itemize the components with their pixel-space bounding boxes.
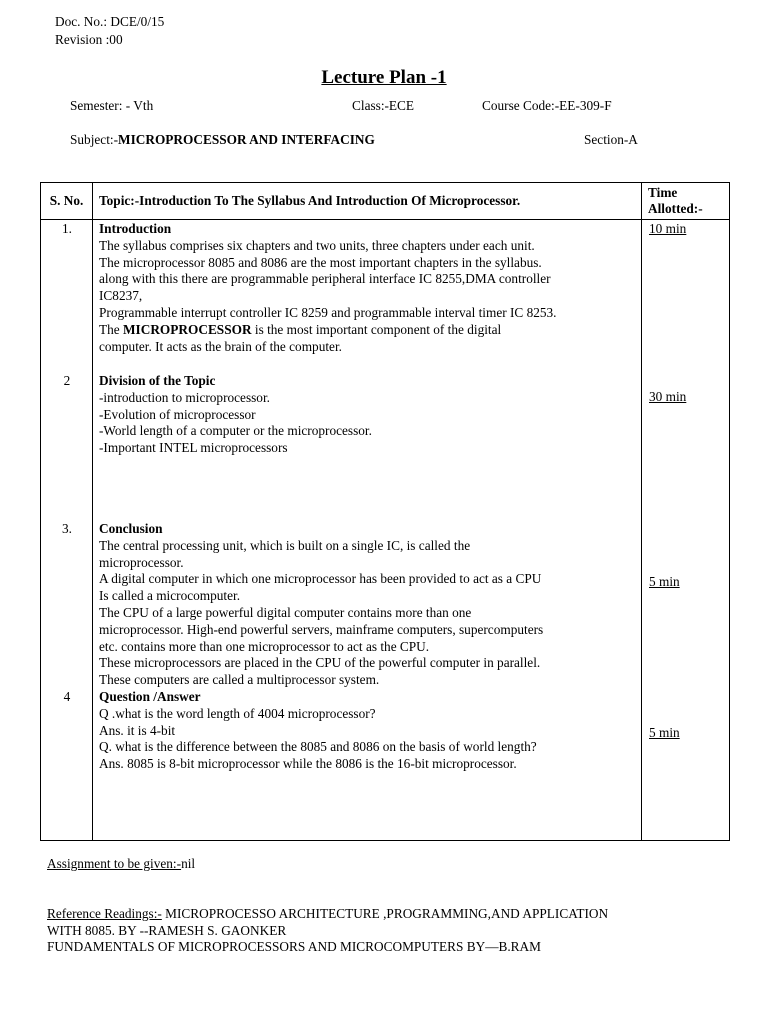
topic-line: Ans. 8085 is 8-bit microprocessor while the 8086 is the 16-bit microprocessor. bbox=[99, 756, 517, 772]
lecture-plan-table bbox=[40, 182, 730, 841]
reference-readings bbox=[47, 906, 608, 956]
topic-line: microprocessor. High-end powerful servers, mainframe computers, supercomputers bbox=[99, 621, 544, 637]
topic-line: -Evolution of microprocessor bbox=[99, 406, 256, 422]
page-title bbox=[0, 67, 768, 89]
topic-division bbox=[99, 373, 639, 457]
topic-line: etc. contains more than one microprocessor to act as the CPU. bbox=[99, 638, 430, 654]
table-header-row bbox=[41, 183, 730, 220]
topic-line: These computers are called a multiprocessor system. bbox=[99, 672, 380, 688]
row-number-4: 4 bbox=[63, 689, 71, 704]
topic-line: The syllabus comprises six chapters and two units, three chapters under each unit. bbox=[99, 237, 535, 253]
topic-line: The central processing unit, which is built on a single IC, is called the bbox=[99, 537, 471, 553]
topic-line: The microprocessor 8085 and 8086 are the most important chapters in the syllabus. bbox=[99, 254, 542, 270]
line-bold: MICROPROCESSOR bbox=[123, 321, 252, 337]
revision: Revision :00 bbox=[55, 32, 123, 47]
header-topic: Topic:-Introduction To The Syllabus And Introduction Of Microprocessor. bbox=[93, 183, 642, 220]
semester: Semester: - Vth bbox=[70, 98, 154, 113]
topic-line: Programmable interrupt controller IC 8259 and programmable interval timer IC 8253. bbox=[99, 304, 557, 320]
topic-line: These microprocessors are placed in the CPU of the powerful computer in parallel. bbox=[99, 655, 541, 671]
topic-heading: Conclusion bbox=[99, 521, 163, 536]
assignment bbox=[47, 856, 195, 872]
header-sno: S. No. bbox=[41, 183, 93, 220]
topic-line: -introduction to microprocessor. bbox=[99, 389, 270, 405]
subject-value: MICROPROCESSOR AND INTERFACING bbox=[118, 132, 375, 147]
topic-line: along with this there are programmable peripheral interface IC 8255,DMA controller bbox=[99, 271, 551, 287]
subject bbox=[70, 132, 375, 148]
topic-line: IC8237, bbox=[99, 288, 143, 304]
topic-question-answer bbox=[99, 689, 639, 773]
topic-line: Ans. it is 4-bit bbox=[99, 722, 176, 738]
row-number-1: 1. bbox=[62, 221, 72, 236]
subject-label: Subject:- bbox=[70, 132, 119, 147]
row-number-3: 3. bbox=[62, 521, 72, 536]
time-allotted-3: 5 min bbox=[649, 574, 680, 589]
row-number-2: 2 bbox=[63, 373, 71, 388]
topic-conclusion bbox=[99, 521, 639, 689]
reference-line: WITH 8085. BY --RAMESH S. GAONKER bbox=[47, 922, 287, 938]
topic-line: -World length of a computer or the microprocessor. bbox=[99, 423, 372, 439]
topic-heading: Introduction bbox=[99, 221, 172, 236]
header-time-line1: Time bbox=[648, 185, 678, 200]
reference-text: MICROPROCESSO ARCHITECTURE ,PROGRAMMING,AND APPLICATION bbox=[161, 906, 609, 921]
doc-number: Doc. No.: DCE/0/15 bbox=[55, 14, 165, 29]
line-text: The bbox=[99, 321, 123, 337]
topic-heading: Question /Answer bbox=[99, 689, 201, 704]
header-time-line2: Allotted:- bbox=[648, 201, 703, 216]
topic-column bbox=[93, 220, 642, 841]
sno-column bbox=[41, 220, 93, 841]
topic-line: computer. It acts as the brain of the computer. bbox=[99, 338, 342, 354]
time-column bbox=[642, 220, 730, 841]
assignment-label: Assignment to be given:- bbox=[47, 856, 182, 871]
topic-line: Q .what is the word length of 4004 microprocessor? bbox=[99, 705, 376, 721]
reference-line: FUNDAMENTALS OF MICROPROCESSORS AND MICROCOMPUTERS BY—B.RAM bbox=[47, 939, 541, 955]
class: Class:-ECE bbox=[352, 98, 415, 113]
line-text: is the most important component of the digital bbox=[251, 321, 502, 337]
section: Section-A bbox=[584, 132, 638, 147]
time-allotted-1: 10 min bbox=[649, 221, 687, 236]
table-body-row bbox=[41, 220, 730, 841]
header-time bbox=[642, 183, 730, 220]
reference-line bbox=[47, 906, 608, 923]
topic-line: Is called a microcomputer. bbox=[99, 588, 241, 604]
assignment-value: nil bbox=[181, 856, 196, 871]
topic-line: -Important INTEL microprocessors bbox=[99, 440, 288, 456]
topic-line: Q. what is the difference between the 8085 and 8086 on the basis of world length? bbox=[99, 739, 537, 755]
topic-line: The CPU of a large powerful digital computer contains more than one bbox=[99, 604, 472, 620]
course-code: Course Code:-EE-309-F bbox=[482, 98, 612, 113]
topic-heading: Division of the Topic bbox=[99, 373, 216, 388]
topic-line bbox=[99, 322, 639, 339]
page-title-text: Lecture Plan -1 bbox=[321, 67, 447, 88]
time-allotted-4: 5 min bbox=[649, 725, 680, 740]
time-allotted-2: 30 min bbox=[649, 389, 687, 404]
topic-line: microprocessor. bbox=[99, 554, 184, 570]
topic-introduction bbox=[99, 221, 639, 355]
topic-line: A digital computer in which one microprocessor has been provided to act as a CPU bbox=[99, 571, 542, 587]
reference-label: Reference Readings:- bbox=[47, 906, 162, 921]
